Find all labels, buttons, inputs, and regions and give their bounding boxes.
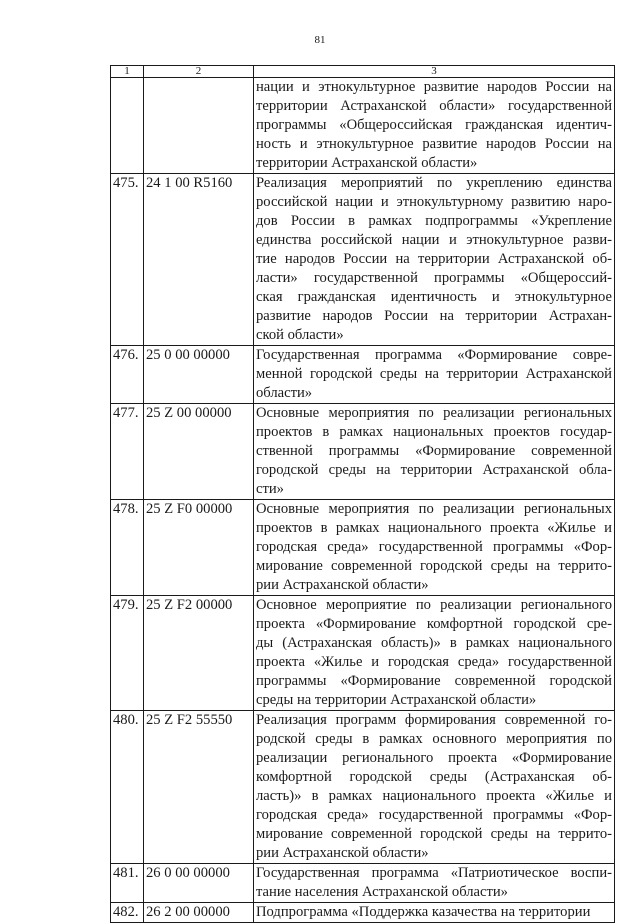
description-cell [254,500,615,596]
description-line: программы «Формирование современной городской [256,673,612,689]
description-cell [254,864,615,903]
table-row [111,711,615,864]
classification-code: 25 Z F2 55550 [144,711,254,864]
header-col-1: 1 [111,66,144,78]
description-line: реализации регионального проекта «Формирование [256,750,612,766]
description-line: мирование современной городской среды на террито- [256,558,612,574]
description-line: менной городской среды на территории Астраханской [256,366,612,382]
row-number: 479. [111,596,144,711]
description-line: рии Астраханской области» [256,845,429,861]
header-col-2: 2 [144,66,254,78]
description-line: развитие народов России на территории Астрахан- [256,308,612,324]
table-row [111,174,615,346]
description-line: области» [256,385,313,401]
description-line: ды (Астраханская область)» в рамках национального [256,635,612,651]
classification-code: 25 Z F2 00000 [144,596,254,711]
description-cell [254,404,615,500]
description-line: единства российской нации и этнокультурное разви- [256,232,612,248]
description-line: Государственная программа «Формирование совре- [256,347,612,363]
table-row [111,78,615,174]
description-line: Государственная программа «Патриотическое воспи- [256,865,612,881]
description-line: ласть)» в рамках национального проекта «Жилье и [256,788,612,804]
table-row [111,864,615,903]
page-number: 81 [314,34,326,46]
row-number: 480. [111,711,144,864]
description-line: сти» [256,481,284,497]
classification-code: 25 0 00 00000 [144,346,254,404]
classification-code [144,78,254,174]
description-line: ская гражданская идентичность и этнокультурное [256,289,612,305]
description-line: тие народов России на территории Астраханской об- [256,251,612,267]
description-line: среды на территории Астраханской области» [256,692,537,708]
row-number [111,78,144,174]
description-cell [254,903,615,923]
table-header [111,66,615,78]
classification-code: 25 Z 00 00000 [144,404,254,500]
description-line: Основное мероприятие по реализации регионального [256,597,612,613]
row-number: 477. [111,404,144,500]
table-body [111,78,615,923]
description-line: Основные мероприятия по реализации региональных [256,405,612,421]
description-line: нации и этнокультурное развитие народов России на [256,79,612,95]
row-number: 481. [111,864,144,903]
description-line: проекта «Жилье и городская среда» государственной [256,654,612,670]
description-line: Реализация программ формирования современной го- [256,712,612,728]
description-cell [254,174,615,346]
description-cell [254,596,615,711]
description-line: мирование современной городской среды на террито- [256,826,612,842]
description-line: российской нации и этнокультурному развитию наро- [256,194,612,210]
classification-table [110,65,615,923]
description-cell [254,346,615,404]
classification-code: 25 Z F0 00000 [144,500,254,596]
description-cell [254,711,615,864]
row-number: 475. [111,174,144,346]
row-number: 482. [111,903,144,923]
description-line: ласти» государственной программы «Общероссий- [256,270,612,286]
header-row [111,66,615,78]
description-line: тание населения Астраханской области» [256,884,508,900]
description-line: дов России в рамках подпрограммы «Укрепление [256,213,612,229]
description-line: ской области» [256,327,344,343]
table-row [111,404,615,500]
description-line: ность и этнокультурное развитие народов России на [256,136,612,152]
description-line: территории Астраханской области» [256,155,478,171]
table-row [111,903,615,923]
table-row [111,500,615,596]
table-row [111,596,615,711]
description-line: городская среда» государственной программы «Фор- [256,807,612,823]
description-line: программы «Общероссийская гражданская идентич- [256,117,612,133]
description-line: рии Астраханской области» [256,577,429,593]
row-number: 478. [111,500,144,596]
description-line: Основные мероприятия по реализации региональных [256,501,612,517]
row-number: 476. [111,346,144,404]
classification-code: 26 2 00 00000 [144,903,254,923]
description-line: городской среды на территории Астраханской обла- [256,462,612,478]
classification-code: 24 1 00 R5160 [144,174,254,346]
table-row [111,346,615,404]
description-line: ственной программы «Формирование современной [256,443,612,459]
description-line: Подпрограмма «Поддержка казачества на территории [256,904,591,920]
description-cell [254,78,615,174]
classification-code: 26 0 00 00000 [144,864,254,903]
description-line: городская среда» государственной программы «Фор- [256,539,612,555]
description-line: территории Астраханской области» государственной [256,98,612,114]
description-line: родской среды в рамках основного мероприятия по [256,731,612,747]
header-col-3: 3 [254,66,615,78]
description-line: Реализация мероприятий по укреплению единства [256,175,612,191]
description-line: проектов в рамках национального проекта «Жилье и [256,520,612,536]
description-line: проектов в рамках национальных проектов государ- [256,424,612,440]
description-line: комфортной городской среды (Астраханская об- [256,769,612,785]
description-line: проекта «Формирование комфортной городской сре- [256,616,612,632]
